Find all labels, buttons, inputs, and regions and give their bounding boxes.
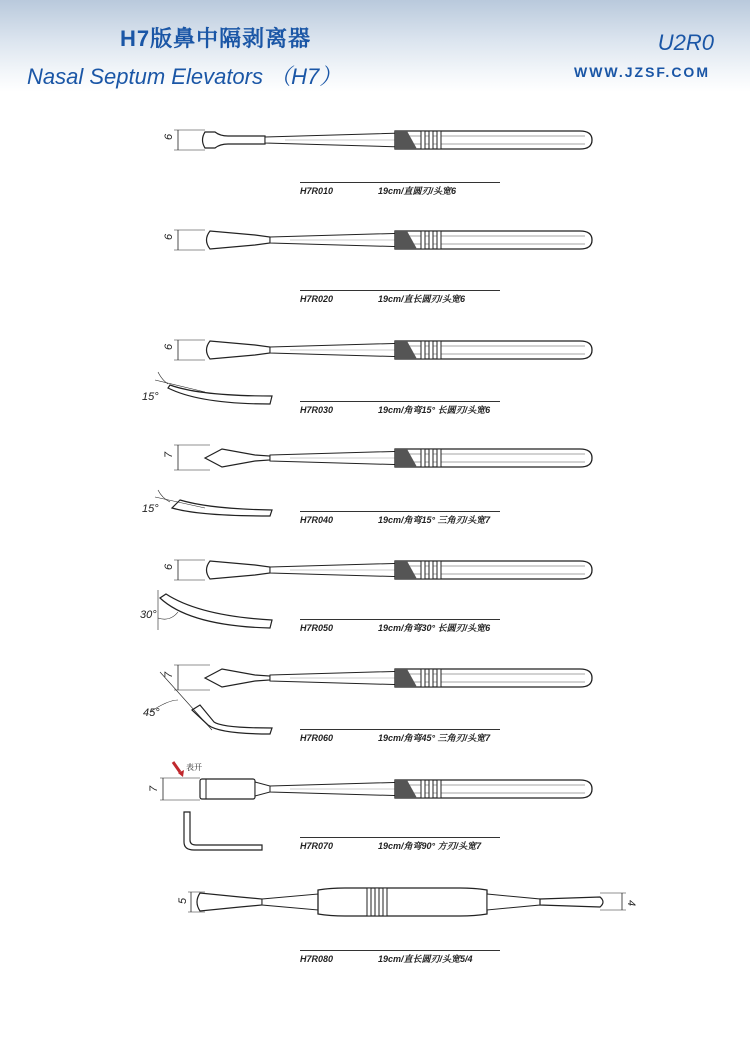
website-link[interactable]: WWW.JZSF.COM [574,64,710,80]
width-dim-8b: 4 [625,900,637,907]
divider-6 [300,729,500,730]
divider-3 [300,401,500,402]
spec: 19cm/角弯30° 长圆刃/头宽6 [378,623,491,633]
width-dim-5: 6 [163,563,175,570]
title-english: Nasal Septum Elevators （H7） [27,64,342,89]
sku: H7R040 [300,515,334,525]
spec: 19cm/直长圆刃/头宽5/4 [378,954,473,964]
angle-label-5: 30° [140,609,157,621]
catalog-code: U2R0 [657,30,714,55]
instrument-h7r080-drawing [188,888,626,916]
width-dim-6: 7 [163,671,175,678]
sku: H7R020 [300,294,334,304]
instrument-h7r080-label [300,952,473,965]
instrument-h7r030-drawing [155,340,592,404]
sku: H7R010 [300,186,334,196]
spec: 19cm/角弯45° 三角刃/头宽7 [378,733,491,743]
width-dim-2: 6 [163,233,175,240]
spec: 19cm/角弯15° 三角刃/头宽7 [378,515,491,525]
sku: H7R030 [300,405,334,415]
sku: H7R080 [300,954,334,964]
angle-label-6: 45° [143,707,160,719]
instrument-h7r020-label [300,292,465,305]
instrument-h7r040-drawing [155,445,592,516]
angle-label-3: 15° [142,391,159,403]
instrument-h7r010-label [300,184,456,197]
divider-7 [300,837,500,838]
instrument-h7r060-drawing [150,665,592,734]
width-dim-3: 6 [163,343,175,350]
open-tag: 表开 [186,763,202,772]
angle-label-4: 15° [142,503,159,515]
instrument-h7r060-label [300,731,490,744]
width-dim-1: 6 [163,133,175,140]
spec: 19cm/角弯15° 长圆刃/头宽6 [378,405,491,415]
instrument-h7r010-drawing [174,130,592,150]
instrument-h7r070-label [300,839,481,852]
instrument-h7r050-label [300,621,490,634]
sku: H7R050 [300,623,334,633]
spec: 19cm/角弯90° 方刃/头宽7 [378,841,482,851]
sku: H7R060 [300,733,334,743]
width-dim-4: 7 [163,451,175,458]
sku: H7R070 [300,841,334,851]
divider-4 [300,511,500,512]
width-dim-8: 5 [177,897,189,904]
title-chinese: H7版鼻中隔剥离器 [120,26,312,51]
divider-5 [300,619,500,620]
divider-8 [300,950,500,951]
spec: 19cm/直长圆刃/头宽6 [378,294,466,304]
spec: 19cm/直圆刃/头宽6 [378,186,457,196]
width-dim-7: 7 [148,785,160,792]
divider-2 [300,290,500,291]
instrument-h7r030-label [300,403,490,416]
instrument-h7r040-label [300,513,490,526]
divider-1 [300,182,500,183]
instrument-h7r020-drawing [174,230,592,250]
